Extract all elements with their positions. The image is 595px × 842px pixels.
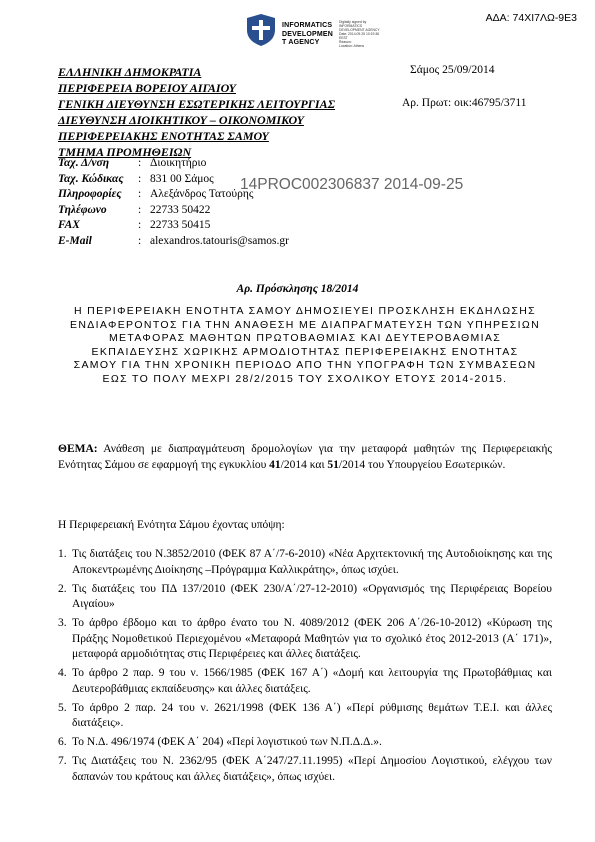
contact-label: Τηλέφωνο — [58, 203, 107, 216]
contact-row: Πληροφορίες : Αλεξάνδρος Τατούρης — [58, 187, 289, 203]
subject-paragraph — [58, 441, 552, 473]
contact-label: E-Mail — [58, 234, 92, 247]
contact-label: Ταχ. Κώδικας — [58, 172, 124, 185]
contact-row: Τηλέφωνο : 22733 50422 — [58, 203, 289, 219]
header-line: ΠΕΡΙΦΕΡΕΙΑ ΒΟΡΕΙΟΥ ΑΙΓΑΙΟΥ — [58, 81, 236, 95]
header-line: ΓΕΝΙΚΗ ΔΙΕΥΘΥΝΣΗ ΕΣΩΤΕΡΙΚΗΣ ΛΕΙΤΟΥΡΓΙΑΣ — [58, 97, 336, 111]
list-item-text: Τις διατάξεις του Ν.3852/2010 (ΦΕΚ 87 Α΄/7-6-2010) «Νέα Αρχιτεκτονική της Αυτοδιοίκησης και της Αποκεντρωμένης Διοίκησης –Πρόγραμμα Καλλικράτης», όπως ισχύει. — [72, 548, 552, 576]
agency-watermark — [282, 22, 333, 48]
signature-line: EEST — [339, 36, 348, 40]
document-date: Σάμος 25/09/2014 — [410, 64, 495, 76]
list-item: 1. Τις διατάξεις του Ν.3852/2010 (ΦΕΚ 87 Α΄/7-6-2010) «Νέα Αρχιτεκτονική της Αυτοδιοίκησης και της Αποκεντρωμένης Διοίκησης –Πρόγραμμα Καλλικράτης», όπως ισχύει. — [58, 547, 552, 578]
contact-row: Ταχ. Δ/νση : Διοικητήριο — [58, 156, 289, 172]
list-item-text: Το άρθρο 2 παρ. 9 του ν. 1566/1985 (ΦΕΚ 167 Α΄) «Δομή και λειτουργία της Πρωτοβάθμιας και Δευτεροβάθμιας εκπαίδευσης» και άλλες διατάξεις. — [72, 667, 552, 695]
agency-line: INFORMATICS — [282, 22, 333, 29]
subject-text: Ανάθεση με διαπραγμάτευση δρομολογίων για την μεταφορά μαθητών της Περιφερειακής Ενότητας Σάμου σε εφαρμογή της εγκυκλίου — [58, 443, 552, 471]
list-item: 5. Το άρθρο 2 παρ. 24 του ν. 2621/1998 (ΦΕΚ 136 Α΄) «Περί ρύθμισης θεμάτων Τ.Ε.Ι. και άλλες διατάξεις». — [58, 701, 552, 732]
signature-line: Date: 2014.09.25 10:19:36 — [339, 32, 380, 36]
considerations-list — [58, 547, 552, 789]
list-item-text: Το άρθρο 2 παρ. 24 του ν. 2621/1998 (ΦΕΚ 136 Α΄) «Περί ρύθμισης θεμάτων Τ.Ε.Ι. και άλλες διατάξεις». — [72, 701, 552, 729]
circular-number: 41 — [269, 459, 281, 471]
list-item: 4. Το άρθρο 2 παρ. 9 του ν. 1566/1985 (ΦΕΚ 167 Α΄) «Δομή και λειτουργία της Πρωτοβάθμιας και Δευτεροβάθμιας εκπαίδευσης» και άλλες διατάξεις. — [58, 666, 552, 697]
signature-line: INFORMATICS — [339, 24, 363, 28]
signature-line: Digitally signed by — [339, 20, 367, 24]
greek-emblem-icon — [243, 12, 279, 48]
contact-row: Ταχ. Κώδικας : 831 00 Σάμος — [58, 172, 289, 188]
header-line: ΠΕΡΙΦΕΡΕΙΑΚΗΣ ΕΝΟΤΗΤΑΣ ΣΑΜΟΥ — [58, 129, 269, 143]
header-line: ΤΜΗΜΑ ΠΡΟΜΗΘΕΙΩΝ — [58, 145, 192, 159]
subject-text: /2014 και — [280, 459, 328, 471]
signature-line: DEVELOPMENT AGENCY — [339, 28, 380, 32]
list-item: 7. Τις Διατάξεις του Ν. 2362/95 (ΦΕΚ Α΄247/27.11.1995) «Περί Δημοσίου Λογιστικού, ελέγχου των δαπανών του κράτους και άλλες διατάξεις», όπως ισχύει. — [58, 754, 552, 785]
subject-label: ΘΕΜΑ: — [58, 443, 98, 455]
protocol-number: Αρ. Πρωτ: οικ:46795/3711 — [402, 97, 527, 109]
signature-line: Reason: — [339, 40, 352, 44]
list-item-text: Τις διατάξεις του ΠΔ 137/2010 (ΦΕΚ 230/Α΄/27-12-2010) «Οργανισμός της Περιφέρειας Βορείου Αιγαίου» — [72, 582, 552, 610]
agency-line: T AGENCY — [282, 39, 320, 46]
procurement-stamp: 14PROC002306837 2014-09-25 — [240, 176, 464, 193]
considerations-intro: Η Περιφερειακή Ενότητα Σάμου έχοντας υπόψη: — [58, 519, 285, 531]
list-item-text: Τις Διατάξεις του Ν. 2362/95 (ΦΕΚ Α΄247/27.11.1995) «Περί Δημοσίου Λογιστικού, ελέγχου των δαπανών του κράτους και άλλες διατάξεις», όπως ισχύει. — [72, 755, 552, 783]
invitation-number: Αρ. Πρόσκλησης 18/2014 — [236, 283, 359, 295]
digital-signature-block — [339, 20, 380, 48]
contact-value: 22733 50415 — [150, 219, 211, 231]
contact-label: FAX — [58, 219, 80, 231]
header-line: ΕΛΛΗΝΙΚΗ ΔΗΜΟΚΡΑΤΙΑ — [58, 65, 202, 79]
contact-value: Διοικητήριο — [150, 157, 207, 169]
contact-value: 831 00 Σάμος — [150, 172, 214, 185]
contact-row: E-Mail : alexandros.tatouris@samos.gr — [58, 234, 289, 250]
list-item-text: Το Ν.Δ. 496/1974 (ΦΕΚ Α΄ 204) «Περί λογιστικού των Ν.Π.Δ.Δ.». — [72, 736, 382, 748]
contact-label: Ταχ. Δ/νση — [58, 157, 110, 169]
list-item: 3. Το άρθρο έβδομο και το άρθρο ένατο του Ν. 4089/2012 (ΦΕΚ 206 Α΄/26-10-2012) «Κύρωση της Πράξης Νομοθετικού Περιεχομένου «Μεταφορά Μαθητών για το σχολικό έτος 2012-2013 (Α΄ 171)», μεταφορά αρμοδιότητας στις Περιφέρειες και άλλες διατάξεις. — [58, 616, 552, 663]
contact-label: Πληροφορίες — [58, 188, 122, 200]
list-item: 6. Το Ν.Δ. 496/1974 (ΦΕΚ Α΄ 204) «Περί λογιστικού των Ν.Π.Δ.Δ.». — [58, 735, 552, 751]
ada-code: ΑΔΑ: 74ΧΙ7ΛΩ-9Ε3 — [485, 12, 577, 24]
circular-number: 51 — [327, 459, 339, 471]
contact-row: FAX : 22733 50415 — [58, 218, 289, 234]
contact-value: 22733 50422 — [150, 203, 211, 216]
contact-value: Αλεξάνδρος Τατούρης — [150, 188, 254, 200]
subject-text: /2014 του Υπουργείου Εσωτερικών. — [338, 459, 506, 471]
signature-line: Location: Athens — [339, 44, 365, 48]
contact-block — [58, 156, 289, 249]
agency-line: DEVELOPMEN — [282, 30, 334, 38]
list-item-text: Το άρθρο έβδομο και το άρθρο ένατο του Ν. 4089/2012 (ΦΕΚ 206 Α΄/26-10-2012) «Κύρωση της Πράξης Νομοθετικού Περιεχομένου «Μεταφορά Μαθητών για το σχολικό έτος 2012-2013 (Α΄ 171)», μεταφορά αρμοδιότητας στις Περιφέρειες και άλλες διατάξεις. — [72, 617, 552, 660]
header-line: ΔΙΕΥΘΥΝΣΗ ΔΙΟΙΚΗΤΙΚΟΥ – ΟΙΚΟΝΟΜΙΚΟΥ — [58, 113, 304, 127]
contact-email[interactable]: alexandros.tatouris@samos.gr — [150, 234, 289, 247]
issuer-header — [58, 64, 335, 160]
invitation-title: Η ΠΕΡΙΦΕΡΕΙΑΚΗ ΕΝΟΤΗΤΑ ΣΑΜΟΥ ΔΗΜΟΣΙΕΥΕΙ ΠΡΟΣΚΛΗΣΗ ΕΚΔΗΛΩΣΗΣ ΕΝΔΙΑΦΕΡΟΝΤΟΣ ΓΙΑ ΤΗΝ ΑΝΑΘΕΣΗ ΜΕ ΔΙΑΠΡΑΓΜΑΤΕΥΣΗ ΤΩΝ ΥΠΗΡΕΣΙΩΝ ΜΕΤΑΦΟΡΑΣ ΜΑΘΗΤΩΝ ΠΡΩΤΟΒΑΘΜΙΑΣ ΚΑΙ ΔΕΥΤΕΡΟΒΑΘΜΙΑΣ ΕΚΠΑΙΔΕΥΣΗΣ ΧΩΡΙΚΗΣ ΑΡΜΟΔΙΟΤΗΤΑΣ ΠΕΡΙΦΕΡΕΙΑΚΗΣ ΕΝΟΤΗΤΑΣ ΣΑΜΟΥ ΓΙΑ ΤΗΝ ΧΡΟΝΙΚΗ ΠΕΡΙΟΔΟ ΑΠΟ ΤΗΝ ΥΠΟΓΡΑΦΗ ΤΩΝ ΣΥΜΒΑΣΕΩΝ ΕΩΣ ΤΟ ΠΟΛΥ ΜΕΧΡΙ 28/2/2015 ΤΟΥ ΣΧΟΛΙΚΟΥ ΕΤΟΥΣ 2014-2015. — [70, 305, 541, 385]
list-item: 2. Τις διατάξεις του ΠΔ 137/2010 (ΦΕΚ 230/Α΄/27-12-2010) «Οργανισμός της Περιφέρειας Βορείου Αιγαίου» — [58, 582, 552, 613]
